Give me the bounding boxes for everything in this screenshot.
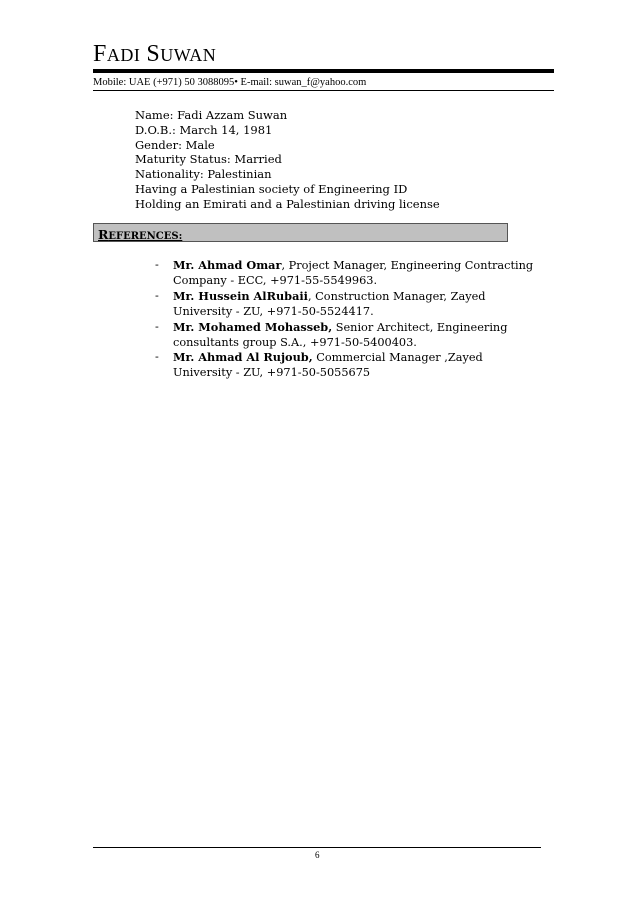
name-first-rest: ADI [106, 45, 141, 65]
reference-item [155, 289, 545, 320]
personal-marital-status: Maturity Status: Married [135, 152, 282, 167]
reference-item [155, 258, 545, 289]
references-heading-box [93, 223, 508, 242]
reference-item [155, 320, 545, 351]
personal-dob: D.O.B.: March 14, 1981 [135, 122, 273, 137]
reference-detail: Senior Architect, Engineering consultants group S.A., +971-50-5400403. [173, 320, 508, 349]
footer-divider [93, 847, 541, 848]
header-divider-thin [93, 90, 554, 91]
contact-line: Mobile: UAE (+971) 50 3088095• E-mail: suwan_f@yahoo.com [93, 77, 367, 88]
name-last-rest: UWAN [160, 45, 217, 65]
reference-name: Mr. Ahmad Omar [173, 258, 282, 272]
personal-nationality: Nationality: Palestinian [135, 167, 272, 182]
personal-engineering-id: Having a Palestinian society of Engineering ID [135, 181, 408, 196]
references-heading-rest: EFERENCES: [108, 231, 183, 242]
name-last-initial: S [146, 41, 161, 67]
reference-name: Mr. Ahmad Al Rujoub, [173, 350, 313, 365]
header-divider-thick [93, 69, 554, 73]
reference-name: Mr. Hussein AlRubaii [173, 288, 308, 303]
reference-detail: Commercial Manager ,Zayed University - ZU, +971-50-5055675 [173, 351, 483, 380]
reference-detail: , Project Manager, Engineering Contracting Company - ECC, +971-55-5549963. [173, 259, 534, 287]
bullet-dash: - [155, 350, 159, 364]
personal-info [135, 108, 440, 212]
page-number: 6 [315, 850, 320, 860]
references-list [155, 258, 545, 381]
references-heading [98, 227, 182, 242]
bullet-dash: - [155, 258, 159, 271]
resume-name [93, 42, 216, 67]
reference-item [155, 350, 545, 381]
reference-name: Mr. Mohamed Mohasseb, [173, 319, 333, 334]
references-heading-initial: R [98, 227, 109, 242]
reference-detail: , Construction Manager, Zayed University - ZU, +971-50-5524417. [173, 289, 486, 318]
personal-gender: Gender: Male [135, 137, 215, 152]
bullet-dash: - [155, 319, 159, 333]
name-first-initial: F [93, 41, 107, 67]
personal-name: Name: Fadi Azzam Suwan [135, 108, 288, 122]
personal-driving-license: Holding an Emirati and a Palestinian driving license [135, 196, 440, 211]
bullet-dash: - [155, 288, 159, 302]
